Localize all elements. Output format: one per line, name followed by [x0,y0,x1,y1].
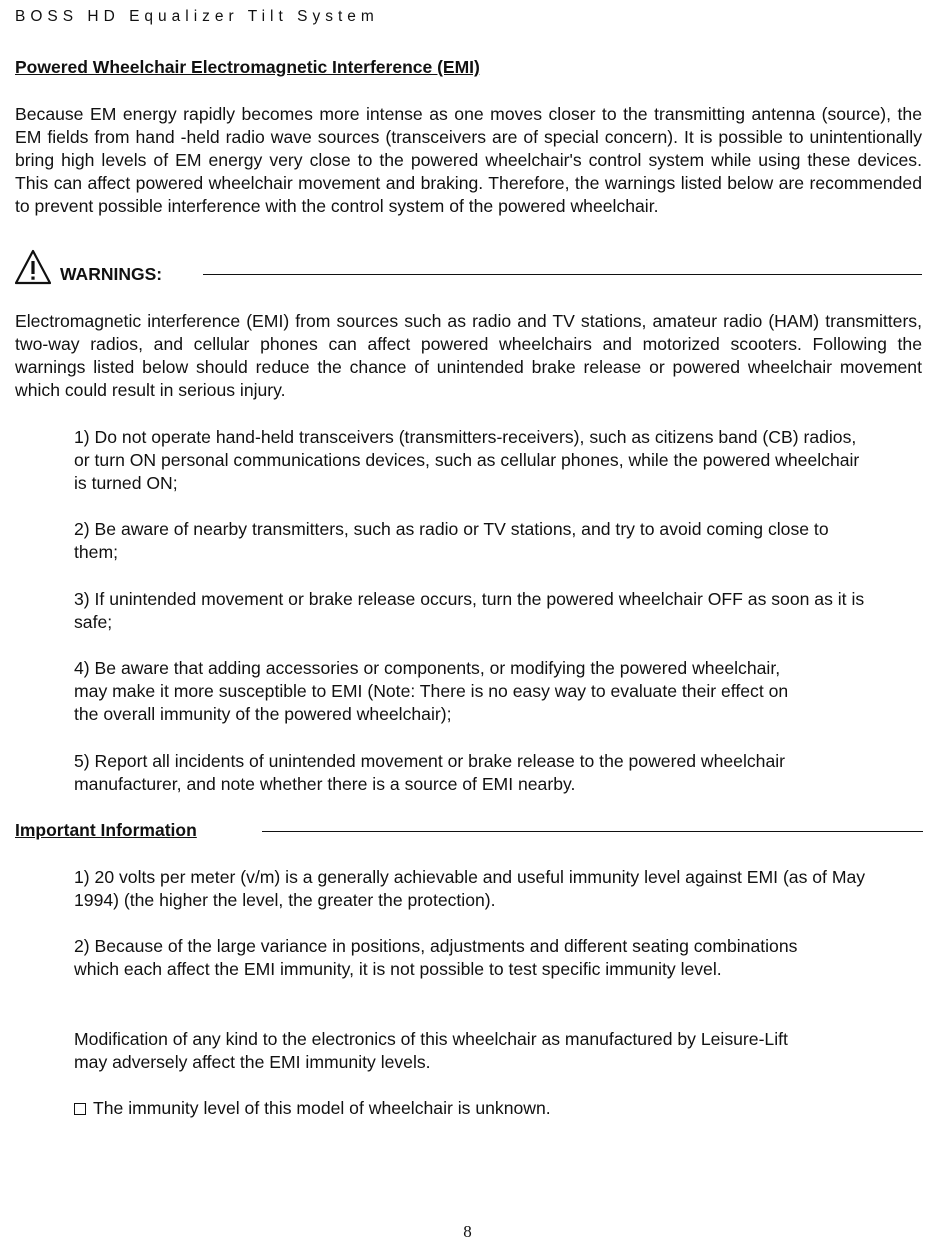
immunity-checkbox-row [74,1097,874,1120]
page-number: 8 [463,1222,472,1241]
warning-item-2: 2) Be aware of nearby transmitters, such as radio or TV stations, and try to avoid coming close to them; [74,519,829,562]
warnings-divider [203,274,922,275]
warning-item-5: 5) Report all incidents of unintended movement or brake release to the powered wheelchair manufacturer, and note whether there is a source of EMI nearby. [74,751,786,794]
important-item-2: 2) Because of the large variance in positions, adjustments and different seating combinations which each affect the EMI immunity, it is not possible to test specific immunity level. [74,936,798,979]
warning-item-4: 4) Be aware that adding accessories or components, or modifying the powered wheelchair, may make it more susceptible to EMI (Note: There is no easy way to evaluate their effect on the overall immunity of the powered wheelchair); [74,658,789,724]
important-info-heading: Important Information [15,820,197,840]
modification-note: Modification of any kind to the electronics of this wheelchair as manufactured by Leisure-Lift may adversely affect the EMI immunity levels. [74,1029,788,1072]
warning-item-1: 1) Do not operate hand-held transceivers (transmitters-receivers), such as citizens band (CB) radios, or turn ON personal communications devices, such as cellular phones, while the powered wheelchair is turned ON; [74,427,860,493]
immunity-checkbox-label: The immunity level of this model of wheelchair is unknown. [93,1098,551,1118]
running-header: BOSS HD Equalizer Tilt System [15,8,379,25]
important-item-1: 1) 20 volts per meter (v/m) is a generally achievable and useful immunity level against EMI (as of May 1994) (the higher the level, the greater the protection). [74,867,866,910]
emi-intro-paragraph: Because EM energy rapidly becomes more intense as one moves closer to the transmitting antenna (source), the EM fields from hand -held radio wave sources (transceivers are of special concern). It is possible to unintentionally bring high levels of EM energy very close to the powered wheelchair's control system while using these devices. This can affect powered wheelchair movement and braking. Therefore, the warnings listed below are recommended to prevent possible interference with the control system of the powered wheelchair. [15,104,922,216]
emi-section-heading: Powered Wheelchair Electromagnetic Interference (EMI) [15,57,480,77]
warning-triangle-icon [15,249,51,285]
warnings-label: WARNINGS: [60,264,163,284]
empty-checkbox[interactable] [74,1103,86,1115]
warnings-intro-paragraph: Electromagnetic interference (EMI) from sources such as radio and TV stations, amateur radio (HAM) transmitters, two-way radios, and cellular phones can affect powered wheelchairs and motorized scooters. Following the warnings listed below should reduce the chance of unintended brake release or powered wheelchair movement which could result in serious injury. [15,311,922,400]
important-divider [262,831,923,832]
warning-item-3: 3) If unintended movement or brake release occurs, turn the powered wheelchair OFF as soon as it is safe; [74,589,865,632]
